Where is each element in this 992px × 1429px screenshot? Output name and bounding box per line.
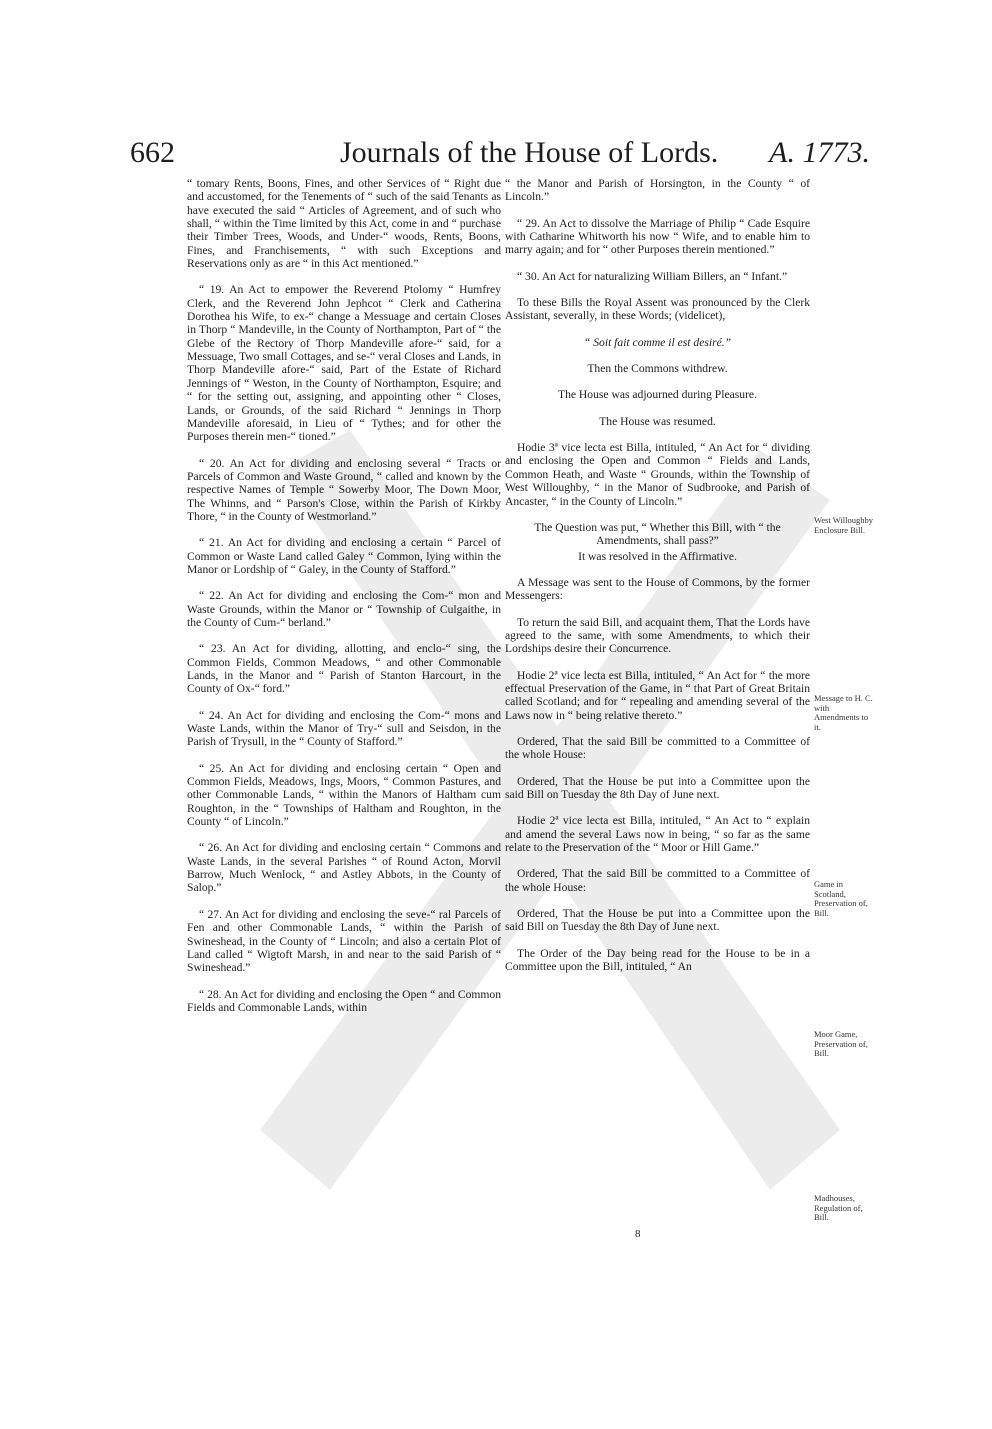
paragraph-ordered-committee-date: Ordered, That the House be put into a Committee upon the said Bill on Tuesday the 8th Day of June next. <box>505 774 810 801</box>
paragraph-continuation: “ the Manor and Parish of Horsington, in the County “ of Lincoln.” <box>505 177 810 204</box>
paragraph-act-30: “ 30. An Act for naturalizing William Billers, an “ Infant.” <box>517 269 788 283</box>
right-column <box>505 177 810 986</box>
paragraph-continuation: “ tomary Rents, Boons, Fines, and other Services of “ Right due and accustomed, for the Tenements of “ such of the said Tenants as have executed the said “ Articles of Agreement, and of such who shall, “ within the Time limited by this Act, come in and “ purchase their Timber Trees, Woods, and Under-“ woods, Rents, Boons, Fines, and Franchisements, “ with such Exceptions and Reservations only as are “ in this Act mentioned.” <box>187 177 501 271</box>
paragraph-act-24: “ 24. An Act for dividing and enclosing the Com-“ mons and Waste Lands, within the Manor of Try-“ sull and Seisdon, in the Parish of Trysull, in the “ County of Stafford.” <box>187 708 501 749</box>
year-heading: A. 1773. <box>769 136 870 169</box>
paragraph-resumed: The House was resumed. <box>599 414 716 428</box>
paragraph-act-27: “ 27. An Act for dividing and enclosing the seve-“ ral Parcels of Fen and other Commonable Lands, “ within the Parish of Swineshead, in the County of “ Lincoln; and also a certain Plot of Land called “ Wigtoft Marsh, in and near to the said Parish of “ Swineshead.” <box>187 907 501 975</box>
paragraph-act-21: “ 21. An Act for dividing and enclosing a certain “ Parcel of Common or Waste Land called Galey “ Common, lying within the Manor or Lordship of “ Galey, in the County of Stafford.” <box>187 536 501 576</box>
paragraph-message: A Message was sent to the House of Commons, by the former Messengers: <box>505 575 810 603</box>
paragraph-royal-assent: To these Bills the Royal Assent was pronounced by the Clerk Assistant, severally, in these Words; (videlicet), <box>505 296 810 323</box>
paragraph-act-25: “ 25. An Act for dividing and enclosing certain “ Open and Common Fields, Meadows, Ings, Moors, “ Common Pastures, and other Commonable Lands, “ within the Manors of Haltham cum Roughton, in the “ Townships of Haltham and Roughton, in the County “ of Lincoln.” <box>187 761 501 829</box>
margin-note: Message to H. C. with Amendments to it. <box>814 693 873 732</box>
paragraph-question: The Question was put, “ Whether this Bill, with “ the Amendments, shall pass?” <box>534 520 781 548</box>
page-title: Journals of the House of Lords. <box>340 136 719 169</box>
paragraph-game-scotland-bill: Hodie 2ª vice lecta est Billa, intituled, “ An Act for “ the more effectual Preservation of the Game, in “ that Part of Great Britain called Scotland; and for “ repealing and amending several of the Laws now in “ being relative thereto.” <box>505 668 810 722</box>
paragraph-ordered-committed: Ordered, That the said Bill be committed to a Committee of the whole House: <box>505 734 810 762</box>
paragraph-commons-withdrew: Then the Commons withdrew. <box>587 362 728 376</box>
paragraph-moor-game-bill: Hodie 2ª vice lecta est Billa, intituled, “ An Act to “ explain and amend the several Laws now in being, “ so far as the same relate to the Preservation of the “ Moor or Hill Game.” <box>505 814 810 855</box>
paragraph-act-28: “ 28. An Act for dividing and enclosing the Open “ and Common Fields and Commonable Lands, within <box>187 987 501 1014</box>
margin-note: West Willoughby Enclosure Bill. <box>814 515 874 535</box>
paragraph-act-20: “ 20. An Act for dividing and enclosing several “ Tracts or Parcels of Common and Waste Ground, “ called and known by the respective Names of Temple “ Sowerby Moor, The Down Moor, The Whinns, and “ Parson's Close, within the Parish of Kirkby Thore, “ in the County of Westmorland.” <box>187 456 501 523</box>
paragraph-adjourned: The House was adjourned during Pleasure. <box>558 388 757 402</box>
paragraph-order-of-day: The Order of the Day being read for the House to be in a Committee upon the Bill, intituled, “ An <box>505 946 810 974</box>
margin-note: Madhouses, Regulation of, Bill. <box>814 1193 863 1222</box>
running-header <box>130 136 870 176</box>
paragraph-ordered-committee-date: Ordered, That the House be put into a Committee upon the said Bill on Tuesday the 8th Day of June next. <box>505 907 810 934</box>
paragraph-return-bill: To return the said Bill, and acquaint them, That the Lords have agreed to the same, with some Amendments, to which their Lordships desire their Concurrence. <box>505 615 810 656</box>
paragraph-act-26: “ 26. An Act for dividing and enclosing certain “ Commons and Waste Lands, in the several Parishes “ of Round Acton, Morvil Barrow, Much Wenlock, “ and Astley Abbots, in the County of Salop.” <box>187 841 501 895</box>
paragraph-west-willoughby-bill: Hodie 3ª vice lecta est Billa, intituled, “ An Act for “ dividing and enclosing the Open and Common “ Fields and Lands, Common Heath, and Waste “ Grounds, within the Township of West Willoughby, “ in the Manor of Sudbrooke, and Parish of Ancaster, “ in the County of Lincoln.” <box>505 441 810 508</box>
margin-note: Game in Scotland, Preservation of, Bill. <box>814 879 868 918</box>
paragraph-resolved: It was resolved in the Affirmative. <box>578 549 737 563</box>
margin-note: Moor Game, Preservation of, Bill. <box>814 1029 868 1058</box>
paragraph-assent-formula: “ Soit fait comme il est desiré.” <box>583 335 732 349</box>
page-number: 662 <box>130 136 175 169</box>
paragraph-ordered-committed: Ordered, That the said Bill be committed to a Committee of the whole House: <box>505 867 810 894</box>
left-column <box>187 177 501 1027</box>
signature-mark: 8 <box>635 1228 641 1240</box>
paragraph-act-19: “ 19. An Act to empower the Reverend Ptolomy “ Humfrey Clerk, and the Reverend John Jephcot “ Clerk and Catherina Dorothea his Wife, to ex-“ change a Messuage and certain Closes in Thorp “ Mandeville, in the County of Northampton, Part of “ the Glebe of the Rectory of Thorp Mandeville afore-“ said, for a Messuage, Two small Cottages, and se-“ veral Closes and Lands, in Thorp Mandeville afore-“ said, Part of the Estate of Richard Jennings of “ Weston, in the County of Northampton, Esquire; and “ for the setting out, assigning, and appointing other “ Closes, Lands, or Grounds, of the said Richard “ Jennings in Thorp Mandeville aforesaid, in Lieu of “ Tythes; and for other the Purposes therein men-“ tioned.” <box>187 283 501 444</box>
paragraph-act-23: “ 23. An Act for dividing, allotting, and enclo-“ sing, the Common Fields, Common Meadows, “ and other Commonable Lands, in the Manor and “ Parish of Stanton Harcourt, in the County of Ox-“ ford.” <box>187 642 501 696</box>
paragraph-act-29: “ 29. An Act to dissolve the Marriage of Philip “ Cade Esquire with Catharine Whitworth his now “ Wife, and to enable him to marry again; and for “ other Purposes therein mentioned.” <box>505 216 810 257</box>
paragraph-act-22: “ 22. An Act for dividing and enclosing the Com-“ mon and Waste Grounds, within the Manor or “ Township of Culgaithe, in the County of Cum-“ berland.” <box>187 589 501 629</box>
